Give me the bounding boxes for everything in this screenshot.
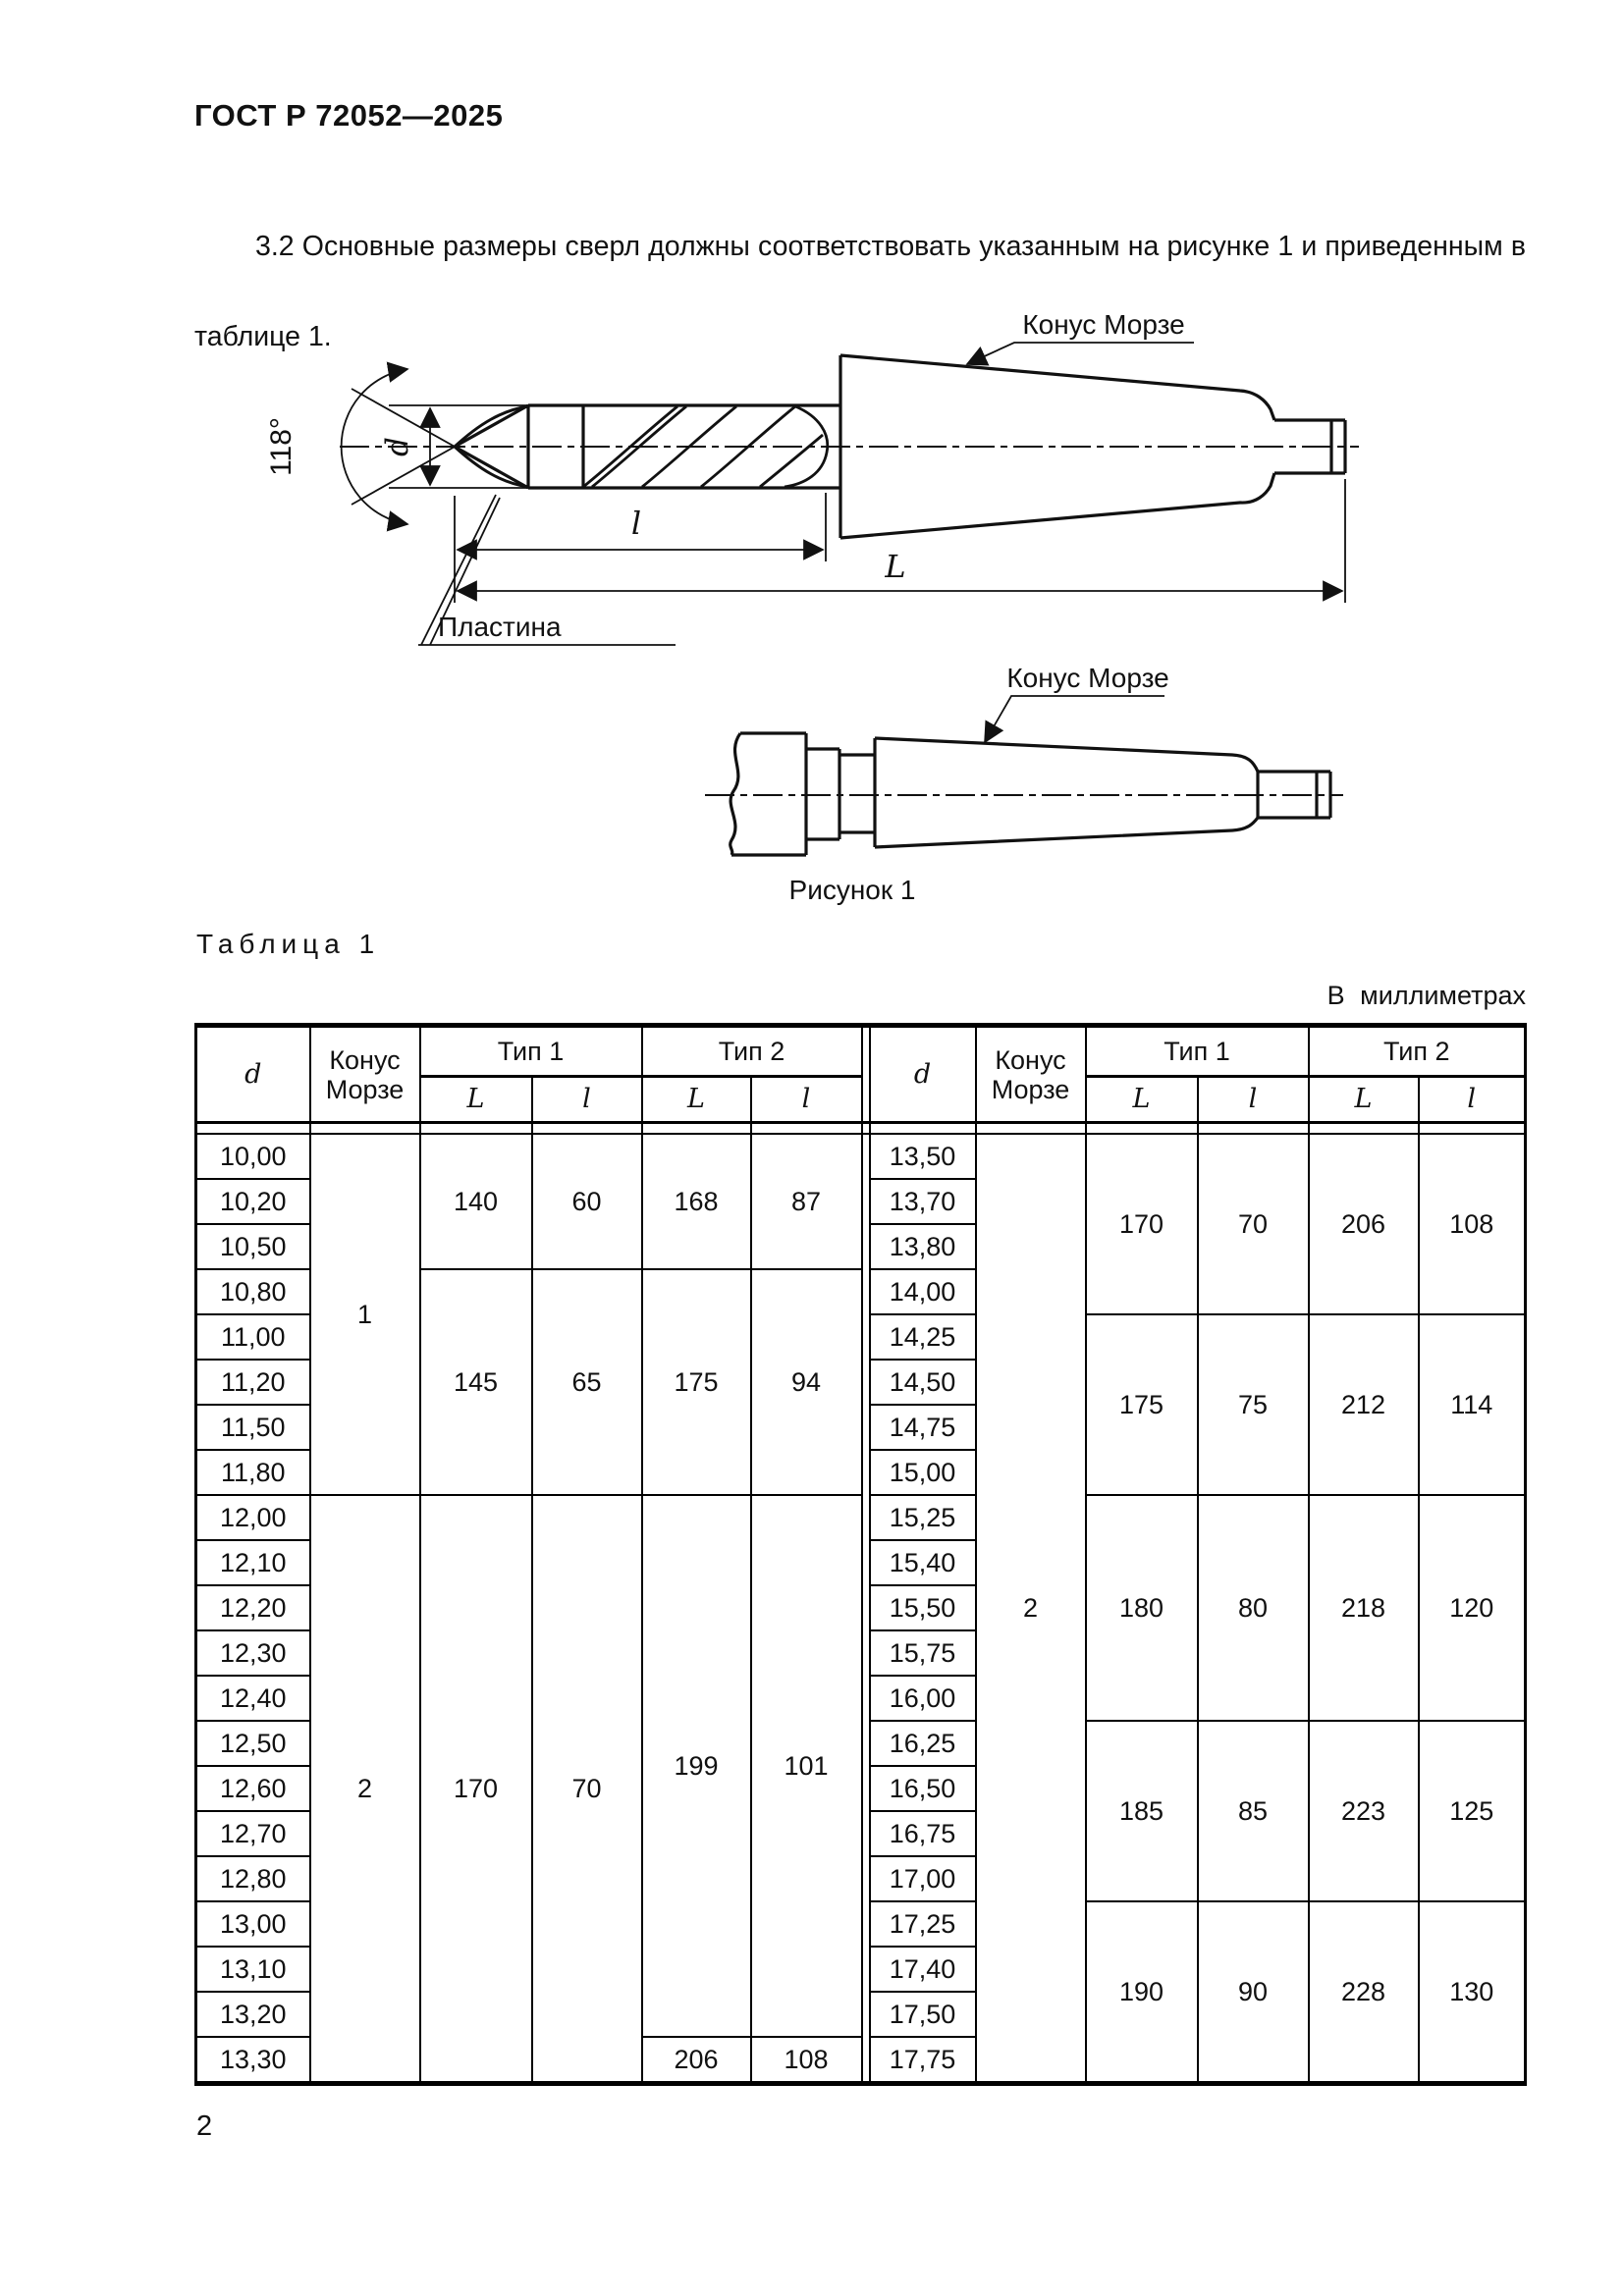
- cell-diameter: 12,10: [196, 1540, 310, 1585]
- cell-t1L: 185: [1086, 1721, 1198, 1901]
- col-header-type2: Тип 2: [642, 1026, 862, 1077]
- cell-diameter: 13,10: [196, 1947, 310, 1992]
- col-header-type1: Тип 1: [1086, 1026, 1309, 1077]
- standard-number: ГОСТ Р 72052—2025: [194, 98, 504, 133]
- morse-label-top: Конус Морзе: [1022, 309, 1185, 340]
- cell-diameter: 11,20: [196, 1360, 310, 1405]
- cell-diameter: 17,40: [870, 1947, 976, 1992]
- cell-diameter: 13,20: [196, 1992, 310, 2037]
- col-header-morse: Конус Морзе: [310, 1026, 420, 1123]
- cell-t1L: 170: [420, 1495, 532, 2084]
- cell-morse: 2: [310, 1495, 420, 2084]
- table-row: [196, 1134, 1526, 1179]
- cell-diameter: 13,50: [870, 1134, 976, 1179]
- cell-morse: 1: [310, 1134, 420, 1495]
- cell-diameter: 17,50: [870, 1992, 976, 2037]
- page-number: 2: [196, 2110, 213, 2142]
- cell-diameter: 11,50: [196, 1405, 310, 1450]
- cell-t1l: 75: [1198, 1314, 1309, 1495]
- cell-morse: 2: [976, 1134, 1086, 2084]
- header-body-double-rule: [196, 1123, 1526, 1135]
- half-divider: [862, 1026, 870, 1123]
- cell-diameter: 13,30: [196, 2037, 310, 2084]
- cell-t2L: 175: [642, 1269, 751, 1495]
- cell-t1L: 190: [1086, 1901, 1198, 2084]
- cell-diameter: 17,25: [870, 1901, 976, 1947]
- col-header-type2: Тип 2: [1309, 1026, 1526, 1077]
- cell-diameter: 14,50: [870, 1360, 976, 1405]
- cell-t2L: 212: [1309, 1314, 1419, 1495]
- cell-t1L: 180: [1086, 1495, 1198, 1721]
- cell-t2l: 94: [751, 1269, 862, 1495]
- cell-diameter: 14,75: [870, 1405, 976, 1450]
- cell-t2L: 206: [1309, 1134, 1419, 1314]
- col-header-l: l: [751, 1077, 862, 1123]
- cell-t2L: 199: [642, 1495, 751, 2037]
- cell-t2l: 125: [1419, 1721, 1526, 1901]
- cell-diameter: 12,60: [196, 1766, 310, 1811]
- cell-diameter: 12,70: [196, 1811, 310, 1856]
- cell-diameter: 10,20: [196, 1179, 310, 1224]
- col-header-L: L: [642, 1077, 751, 1123]
- clause-3-2-line-1: 3.2 Основные размеры сверл должны соответствовать указанным на рисунке 1 и приведенным в: [255, 231, 1526, 262]
- cell-diameter: 11,00: [196, 1314, 310, 1360]
- cell-t1l: 90: [1198, 1901, 1309, 2084]
- cell-diameter: 12,30: [196, 1630, 310, 1676]
- col-header-L: L: [1086, 1077, 1198, 1123]
- cell-t2L: 223: [1309, 1721, 1419, 1901]
- cell-diameter: 12,20: [196, 1585, 310, 1630]
- cell-t2l: 108: [1419, 1134, 1526, 1314]
- cell-t1l: 70: [532, 1495, 642, 2084]
- cell-t1L: 170: [1086, 1134, 1198, 1314]
- morse-leader-top: [967, 343, 1194, 364]
- cell-t1l: 65: [532, 1269, 642, 1495]
- half-divider: [862, 1134, 870, 2084]
- table-row: [196, 1495, 1526, 1540]
- figure-caption: Рисунок 1: [788, 875, 916, 905]
- cell-diameter: 16,50: [870, 1766, 976, 1811]
- cell-t1l: 80: [1198, 1495, 1309, 1721]
- angle-label: 118°: [265, 417, 298, 476]
- cell-diameter: 10,00: [196, 1134, 310, 1179]
- cell-diameter: 14,25: [870, 1314, 976, 1360]
- cell-t2l: 101: [751, 1495, 862, 2037]
- cell-t1L: 175: [1086, 1314, 1198, 1495]
- cell-diameter: 15,00: [870, 1450, 976, 1495]
- cell-diameter: 16,00: [870, 1676, 976, 1721]
- cell-t1L: 145: [420, 1269, 532, 1495]
- cell-t1l: 60: [532, 1134, 642, 1269]
- cell-diameter: 16,75: [870, 1811, 976, 1856]
- cell-diameter: 16,25: [870, 1721, 976, 1766]
- table-body: [196, 1134, 1526, 2084]
- cell-t1l: 70: [1198, 1134, 1309, 1314]
- taper-outline-2: [875, 738, 1258, 847]
- cell-diameter: 15,75: [870, 1630, 976, 1676]
- cell-diameter: 15,25: [870, 1495, 976, 1540]
- cell-diameter: 11,80: [196, 1450, 310, 1495]
- units-note: В миллиметрах: [1326, 981, 1526, 1010]
- cell-diameter: 12,40: [196, 1676, 310, 1721]
- col-header-type1: Тип 1: [420, 1026, 642, 1077]
- cell-t2L: 228: [1309, 1901, 1419, 2084]
- clause-3-2-line-2: таблице 1.: [194, 321, 332, 352]
- col-header-d: d: [196, 1026, 310, 1123]
- plate-label: Пластина: [438, 612, 562, 642]
- cell-diameter: 10,80: [196, 1269, 310, 1314]
- cell-t2L: 206: [642, 2037, 751, 2084]
- table-title: Таблица 1: [196, 929, 381, 959]
- cell-t2L: 218: [1309, 1495, 1419, 1721]
- cell-t2l: 120: [1419, 1495, 1526, 1721]
- cell-diameter: 12,00: [196, 1495, 310, 1540]
- cell-t2l: 108: [751, 2037, 862, 2084]
- drill-top-view: [340, 343, 1359, 645]
- l-label: l: [630, 505, 642, 542]
- cell-diameter: 15,40: [870, 1540, 976, 1585]
- neck: [839, 755, 875, 832]
- cell-diameter: 15,50: [870, 1585, 976, 1630]
- cell-t2L: 168: [642, 1134, 751, 1269]
- cell-diameter: 17,75: [870, 2037, 976, 2084]
- cell-t1L: 140: [420, 1134, 532, 1269]
- cell-diameter: 12,80: [196, 1856, 310, 1901]
- cell-diameter: 13,80: [870, 1224, 976, 1269]
- col-header-L: L: [420, 1077, 532, 1123]
- col-header-l: l: [1198, 1077, 1309, 1123]
- cell-t2l: 114: [1419, 1314, 1526, 1495]
- figure-1-drawing: [192, 294, 1528, 933]
- cell-t1l: 85: [1198, 1721, 1309, 1901]
- cell-diameter: 12,50: [196, 1721, 310, 1766]
- shank-detail-view: [705, 696, 1343, 855]
- cell-diameter: 13,70: [870, 1179, 976, 1224]
- cell-diameter: 10,50: [196, 1224, 310, 1269]
- L-label: L: [885, 548, 906, 585]
- col-header-morse: Конус Морзе: [976, 1026, 1086, 1123]
- cell-diameter: 13,00: [196, 1901, 310, 1947]
- col-header-l: l: [1419, 1077, 1526, 1123]
- col-header-d: d: [870, 1026, 976, 1123]
- cell-t2l: 87: [751, 1134, 862, 1269]
- col-header-l: l: [532, 1077, 642, 1123]
- dimensions-table: [194, 1023, 1527, 2086]
- d-label: d: [380, 437, 415, 456]
- morse-label-bottom: Конус Морзе: [1006, 663, 1169, 693]
- cell-diameter: 17,00: [870, 1856, 976, 1901]
- cell-t2l: 130: [1419, 1901, 1526, 2084]
- morse-leader-bottom: [985, 696, 1164, 742]
- cell-diameter: 14,00: [870, 1269, 976, 1314]
- col-header-L: L: [1309, 1077, 1419, 1123]
- break-wavy-edge: [731, 733, 740, 855]
